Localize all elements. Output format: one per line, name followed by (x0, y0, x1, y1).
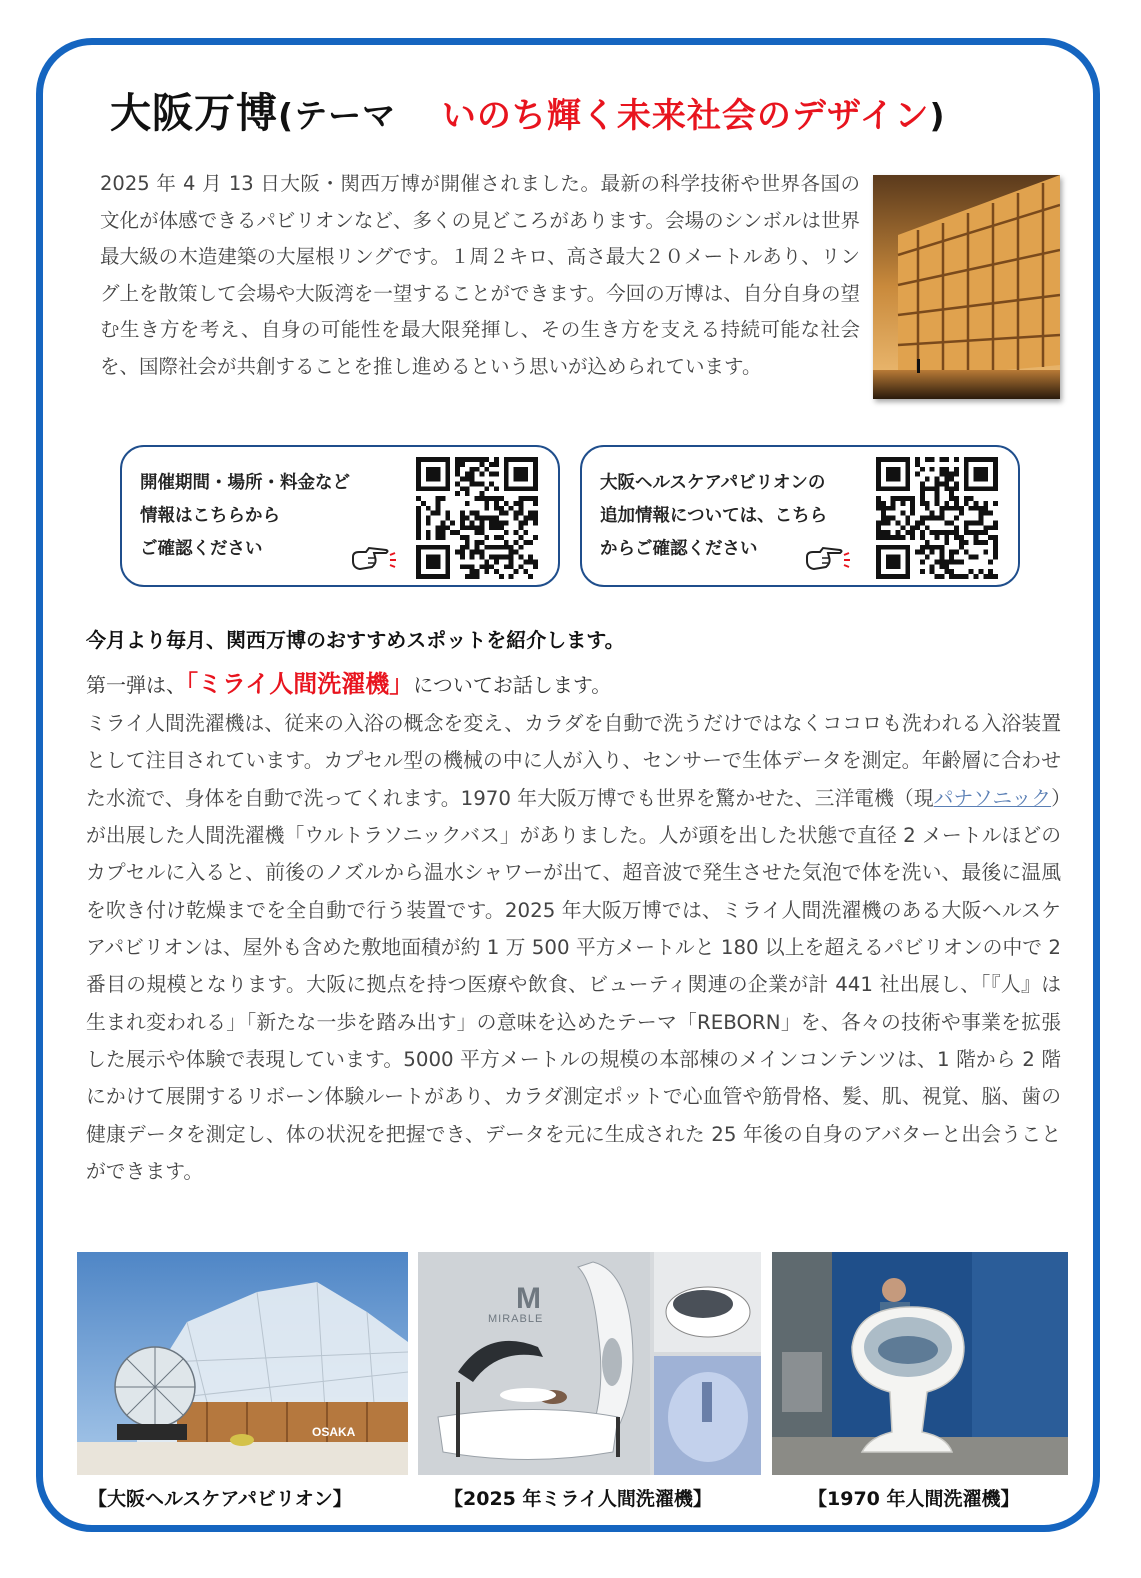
caption-pavilion: 【大阪ヘルスケアパビリオン】 (88, 1488, 352, 1510)
body-text-1: ミライ人間洗濯機は、従来の入浴の概念を変え、カラダを自動で洗うだけではなくココロも洗われる入浴装置として注目されています。カプセル型の機械の中に人が入り、センサーで生体データを測定。年齢層に合わせた水流で、身体を自動で洗ってくれます。1970 年大阪万博でも世界を驚かせた、三洋電機（現 (86, 712, 1061, 810)
intro-paragraph: 2025 年 4 月 13 日大阪・関西万博が開催されました。最新の科学技術や世界各国の文化が体感できるパビリオンなど、多くの見どころがあります。会場のシンボルは世界最大級の木造建築の大屋根リングです。１周２キロ、高さ最大２０メートルあり、リング上を散策して会場や大阪湾を一望することができます。今回の万博は、自分自身の望む生き方を考え、自身の可能性を最大限発揮し、その生き方を支える持続可能な社会を、国際社会が共創することを推し進めるという思いが込められています。 (100, 172, 860, 378)
lead-highlight: 「ミライ人間洗濯機」 (186, 670, 414, 698)
qr-code-pavilion[interactable] (876, 457, 998, 579)
washer-1970-photo (772, 1252, 1068, 1475)
mirable-logo: MIRABLE (488, 1313, 544, 1325)
panasonic-link[interactable]: パナソニック (933, 786, 1052, 810)
page-title (110, 80, 946, 139)
body-text-2: ）が出展した人間洗濯機「ウルトラソニックバス」がありました。人が頭を出した状態で直径 2 メートルほどのカプセルに入ると、前後のノズルから温水シャワーが出て、超音波で発生させた気泡で体を洗い、最後に温風を吹き付け乾燥までを全自動で行う装置です。2025 年大阪万博では、ミライ人間洗濯機のある大阪ヘルスケアパビリオンは、屋外も含めた敷地面積が約 1 万 500 平方メートルと 180 以上を超えるパビリオンの中で 2 番目の規模となります。大阪に拠点を持つ医療や飲食、ビューティ関連の企業が計 441 社出展し、「『人』は生まれ変われる」「新たな一歩を踏み出す」の意味を込めたテーマ「REBORN」を、各々の技術や事業を拡張した展示や体験で表現しています。5000 平方メートルの規模の本部棟のメインコンテンツは、1 階から 2 階にかけて展開するリボーン体験ルートがあり、カラダ測定ポットで心血管や筋骨格、髪、肌、視覚、脳、歯の健康データを測定し、体の状況を把握でき、データを元に生成された 25 年後の自身のアバターと出会うことができます。 (86, 786, 1061, 1184)
section-lead (86, 664, 611, 699)
caption-1970-washer: 【1970 年人間洗濯機】 (808, 1488, 1020, 1510)
info-box-pavilion (580, 445, 1020, 587)
svg-text:M: M (516, 1282, 541, 1315)
info-box-event (120, 445, 560, 587)
caption-2025-washer: 【2025 年ミライ人間洗濯機】 (444, 1488, 712, 1510)
mirai-washer-photo (418, 1252, 761, 1475)
info-line: 情報はこちらから (140, 506, 280, 526)
info-line: 追加情報については、こちら (600, 506, 828, 526)
pavilion-photo (77, 1252, 408, 1475)
section-heading: 今月より毎月、関西万博のおすすめスポットを紹介します。 (86, 628, 625, 652)
info-line: ご確認ください (140, 539, 263, 559)
pavilion-sign: OSAKA (312, 1425, 356, 1439)
roof-ring-photo (873, 175, 1060, 399)
title-theme-prefix: (テーマ (278, 96, 397, 135)
info-line: からご確認ください (600, 539, 758, 559)
pointing-hand-icon (350, 543, 398, 573)
title-theme-suffix: ) (929, 96, 946, 135)
title-theme: いのち輝く未来社会のデザイン (441, 96, 930, 136)
info-line: 大阪ヘルスケアパビリオンの (600, 473, 826, 493)
info-line: 開催期間・場所・料金など (140, 473, 350, 493)
lead-prefix: 第一弾は、 (86, 673, 186, 697)
pointing-hand-icon (804, 543, 852, 573)
lead-suffix: についてお話します。 (413, 673, 612, 697)
qr-code-event[interactable] (416, 457, 538, 579)
title-main: 大阪万博 (110, 89, 278, 137)
article-body (86, 705, 1061, 1190)
